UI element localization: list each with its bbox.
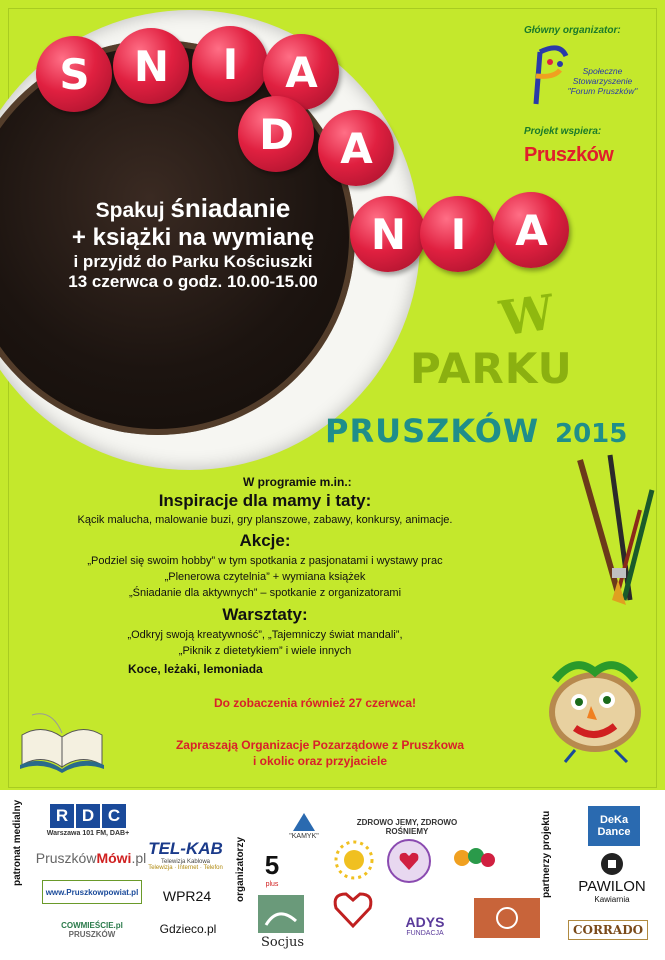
rdc-letter: C bbox=[102, 804, 126, 828]
pack-line-4: 13 czerwca o godz. 10.00-15.00 bbox=[68, 272, 318, 292]
pack-breakfast-text bbox=[58, 193, 328, 292]
paint-brushes-icon bbox=[560, 450, 660, 610]
program-line: „Piknik z dietetykiem” i wiele innych bbox=[178, 645, 352, 657]
rdc-logo bbox=[38, 800, 138, 840]
heart-association-logo bbox=[386, 838, 432, 884]
telkab-sub2: Telewizja · Internet · Telefon bbox=[148, 865, 223, 871]
pawilon-name: PAWILON bbox=[578, 878, 646, 895]
invite-line-2: i okolic oraz przyjaciele bbox=[252, 753, 388, 768]
deka-dance-logo bbox=[588, 806, 640, 846]
pawilon-logo bbox=[572, 876, 652, 906]
adys-name: ADYS bbox=[405, 913, 445, 930]
program-heading: W programie m.in.: bbox=[243, 475, 352, 489]
invitation-text bbox=[100, 738, 540, 769]
powiat-www: www. bbox=[45, 887, 67, 897]
cowmiescie-line-1 bbox=[61, 921, 123, 930]
socjus-icon bbox=[258, 895, 304, 933]
org-line-2: Stowarzyszenie bbox=[572, 76, 633, 87]
deka-line-2: Dance bbox=[597, 826, 631, 838]
telkab-sub: Telewizja Kablowa bbox=[160, 859, 211, 865]
program-line: „Odkryj swoją kreatywność”, „Tajemniczy świat mandali”, bbox=[127, 629, 403, 641]
project-support-label: Projekt wspiera: bbox=[524, 126, 602, 137]
invite-line-1: Zapraszają Organizacje Pozarządowe z Pruszkowa bbox=[175, 738, 465, 752]
telkab-name: TEL-KAB bbox=[148, 839, 223, 858]
radish-letter: A bbox=[493, 192, 569, 268]
adys-sub: FUNDACJA bbox=[406, 929, 444, 937]
pruszkow-mowi-part-3: .pl bbox=[131, 850, 147, 866]
pruszkow-mowi-logo bbox=[36, 848, 146, 868]
radish-letter: A bbox=[263, 34, 339, 110]
program-line: „Podziel się swoim hobby” w tym spotkania z pasjonatami i wystawy prac bbox=[87, 555, 443, 567]
org-line-3: "Forum Pruszków" bbox=[567, 86, 638, 97]
kamyk-logo bbox=[268, 800, 340, 850]
rdc-letter: R bbox=[50, 804, 74, 828]
radish-letter: D bbox=[238, 96, 314, 172]
rdc-caption: Warszawa 101 FM, DAB+ bbox=[46, 829, 130, 837]
open-book-icon bbox=[12, 705, 112, 775]
program-section-1-line: Kącik malucha, malowanie buzi, gry planszowe, zabawy, konkursy, animacje. bbox=[77, 514, 453, 526]
pawilon-sub: Kawiarnia bbox=[594, 895, 630, 904]
main-organizer-name bbox=[550, 66, 655, 97]
telkab-logo bbox=[138, 830, 233, 880]
pruszkow-mowi-part-2: Mówi bbox=[96, 850, 132, 866]
organizers-label: organizatorzy bbox=[235, 836, 246, 902]
pack-line-2: + książki na wymianę bbox=[71, 223, 315, 251]
pack-line-3: i przyjdź do Parku Kościuszki bbox=[73, 252, 313, 272]
cowmiescie-line-2: PRUSZKÓW bbox=[68, 930, 116, 939]
radish-letter: I bbox=[420, 196, 496, 272]
program-section-3-title: Warsztaty: bbox=[222, 605, 308, 624]
title-park: PARKU bbox=[410, 344, 573, 393]
children-logo bbox=[446, 838, 502, 882]
program-line: „Śniadanie dla aktywnych” – spotkanie z organizatorami bbox=[128, 587, 402, 599]
cowmiescie-logo bbox=[42, 917, 142, 943]
see-you-notice: Do zobaczenia również 27 czerwca! bbox=[213, 696, 417, 710]
radish-letter: N bbox=[350, 196, 426, 272]
sun-logo bbox=[332, 838, 376, 882]
corrado-logo: CORRADO bbox=[568, 920, 648, 940]
kamyk-icon bbox=[289, 811, 319, 833]
program-section-1-title: Inspiracje dla mamy i taty: bbox=[158, 491, 372, 510]
5plus-word: plus bbox=[265, 881, 279, 888]
pack-line-1 bbox=[58, 193, 328, 224]
media-patronage-label: patronat medialny bbox=[12, 799, 23, 886]
pack-line-1-prefix: Spakuj bbox=[95, 199, 165, 222]
title-w: W bbox=[496, 284, 558, 348]
radish-letter: N bbox=[113, 28, 189, 104]
wpr24-logo: WPR24 bbox=[162, 888, 212, 904]
pruszkow-city-logo: Pruszków bbox=[524, 144, 614, 166]
program-extra: Koce, leżaki, lemoniada bbox=[128, 662, 263, 676]
5plus-digit: 5 bbox=[264, 850, 280, 880]
5plus-logo bbox=[258, 850, 286, 888]
pawilon-cup-icon bbox=[600, 852, 624, 876]
bread-face-illustration bbox=[535, 650, 650, 765]
program-line: „Plenerowa czytelnia” + wymiana książek bbox=[164, 571, 366, 583]
gdzieco-logo: Gdzieco.pl bbox=[159, 922, 217, 936]
adys-logo bbox=[400, 905, 450, 945]
org-line-1: Społeczne bbox=[582, 66, 623, 76]
radish-letter: S bbox=[36, 36, 112, 112]
pruszkow-mowi-part-1: Pruszków bbox=[35, 850, 97, 866]
main-organizer-label: Główny organizator: bbox=[524, 25, 621, 36]
pack-line-1-bold: śniadanie bbox=[170, 193, 291, 223]
socjus-logo: Socjus bbox=[260, 934, 305, 950]
heart-outline-logo bbox=[330, 886, 376, 930]
kamyk-name: "KAMYK" bbox=[289, 832, 319, 840]
radish-letter: I bbox=[192, 26, 268, 102]
title-city: PRUSZKÓW bbox=[325, 412, 540, 450]
cowmiescie-name: COWMIEŚCIE bbox=[61, 921, 114, 930]
zdrowo-jemy-logo: ZDROWO JEMY, ZDROWO ROŚNIEMY bbox=[356, 818, 458, 836]
cowmiescie-pl: .pl bbox=[113, 921, 123, 930]
rdc-letter: D bbox=[76, 804, 100, 828]
foundation-logo bbox=[474, 898, 540, 938]
project-partners-label: partnerzy projektu bbox=[541, 810, 552, 898]
program-section-2-title: Akcje: bbox=[239, 531, 291, 550]
deka-line-1: DeKa bbox=[599, 814, 629, 826]
title-year: 2015 bbox=[555, 419, 628, 449]
powiat-site: Pruszkowpowiat.pl bbox=[66, 887, 139, 897]
radish-letter: A bbox=[318, 110, 394, 186]
pruszkow-powiat-logo bbox=[42, 880, 142, 904]
